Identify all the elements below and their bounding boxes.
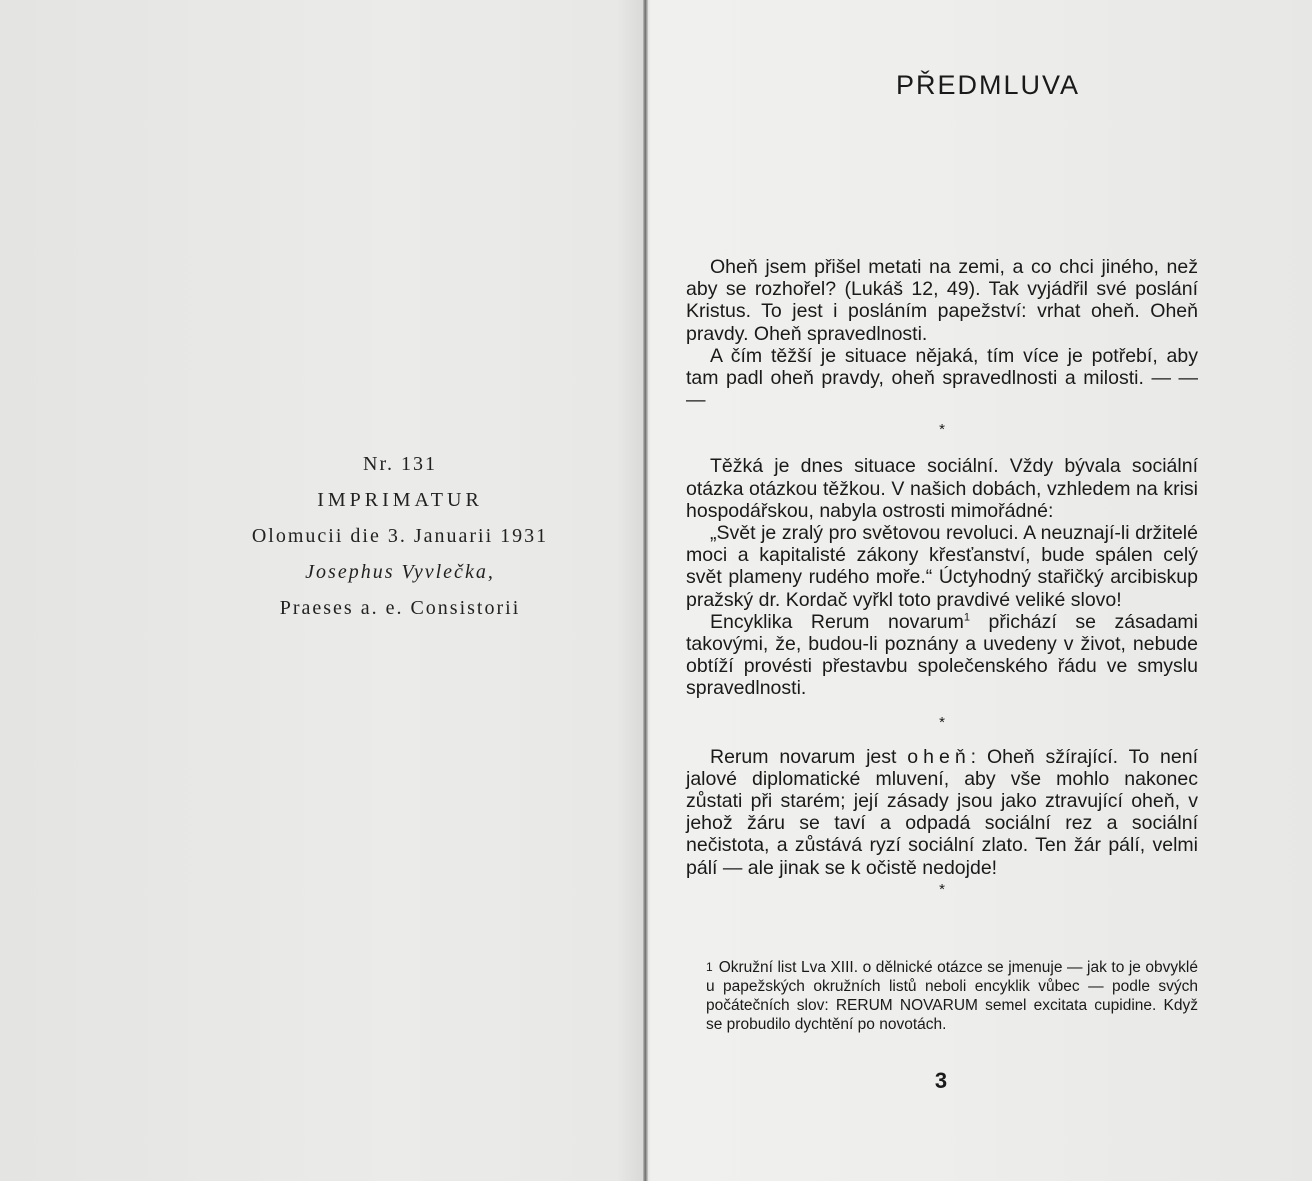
footnote-reference: 1 bbox=[963, 611, 970, 624]
section-divider-star: * bbox=[939, 421, 945, 439]
footnote bbox=[706, 958, 1198, 1034]
section-divider-star: * bbox=[939, 880, 945, 898]
right-page bbox=[648, 0, 1312, 1181]
footnote-text: Okružní list Lva XIII. o dělnické otázce se jmenuje — jak to je obvyklé u papežských okružních listů neboli encyklik vůbec — podle svých počátečních slov: RERUM NOVARUM semel excitata cupidine. Když se probudilo dychtění po novotách. bbox=[706, 959, 1198, 1033]
paragraph-fire: Oheň jsem přišel metati na zemi, a co chci jiného, než aby se rozhořel? (Lukáš 12, 49). Tak vyjádřil své poslání Kristus. To jest i posláním papežství: vrhat oheň. Oheň pravdy. Oheň spravedlnosti. bbox=[686, 256, 1198, 345]
paragraph-encyclical bbox=[686, 611, 1198, 700]
rerum-text-end: : Oheň sžírající. To není jalové diplomatické mluvení, aby vše mohlo nakonec zůstati při starém; její zásady jsou jako ztravující oheň, v jehož žáru se taví a odpadá sociální rez a sociální nečistota, a zůstává ryzí sociální zlato. Ten žár pálí, velmi pálí — ale jinak se k očistě nedojde! bbox=[686, 745, 1198, 879]
paragraph-social: Těžká je dnes situace sociální. Vždy bývala sociální otázka otázkou těžkou. V našich dobách, vzhledem na krisi hospodářskou, nabyla ostrosti mimořádné: bbox=[686, 455, 1198, 522]
paragraph-quote: „Svět je zralý pro světovou revoluci. A neuznají-li držitelé moci a kapitalisté zákony křesťanství, bude spálen celý svět plameny rudého moře.“ Úctyhodný stařičký arcibiskup pražský dr. Kordač vyřkl toto pravdivé veliké slovo! bbox=[686, 522, 1198, 611]
imprimatur-office: Praeses a. e. Consistorii bbox=[279, 597, 521, 619]
encyclical-text-start: Encyklika Rerum novarum bbox=[710, 610, 964, 633]
body-text bbox=[686, 256, 1198, 901]
paragraph-situation: A čím těžší je situace nějaká, tím více je potřebí, aby tam padl oheň pravdy, oheň spravedlnosti a milosti. — — — bbox=[686, 344, 1198, 412]
imprimatur-signer: Josephus Vyvlečka, bbox=[305, 561, 495, 583]
footnote-mark: 1 bbox=[706, 960, 713, 974]
rerum-emphasis: oheň bbox=[907, 745, 971, 768]
encyclical-text-end: přichází se zásadami takovými, že, budou-li poznány a uvedeny v život, nebude obtíží provésti přestavbu společenského řádu ve smyslu spravedlnosti. bbox=[686, 610, 1198, 700]
chapter-title: PŘEDMLUVA bbox=[895, 70, 1081, 100]
page-number: 3 bbox=[934, 1068, 948, 1093]
imprimatur-number: Nr. 131 bbox=[363, 453, 437, 475]
rerum-text-start: Rerum novarum jest bbox=[710, 745, 908, 768]
section-divider-star: * bbox=[939, 713, 945, 731]
left-page bbox=[0, 0, 643, 1181]
imprimatur-place-date: Olomucii die 3. Januarii 1931 bbox=[251, 525, 549, 547]
paragraph-rerum bbox=[686, 746, 1198, 879]
imprimatur-block bbox=[150, 446, 650, 626]
imprimatur-heading: IMPRIMATUR bbox=[317, 489, 483, 511]
